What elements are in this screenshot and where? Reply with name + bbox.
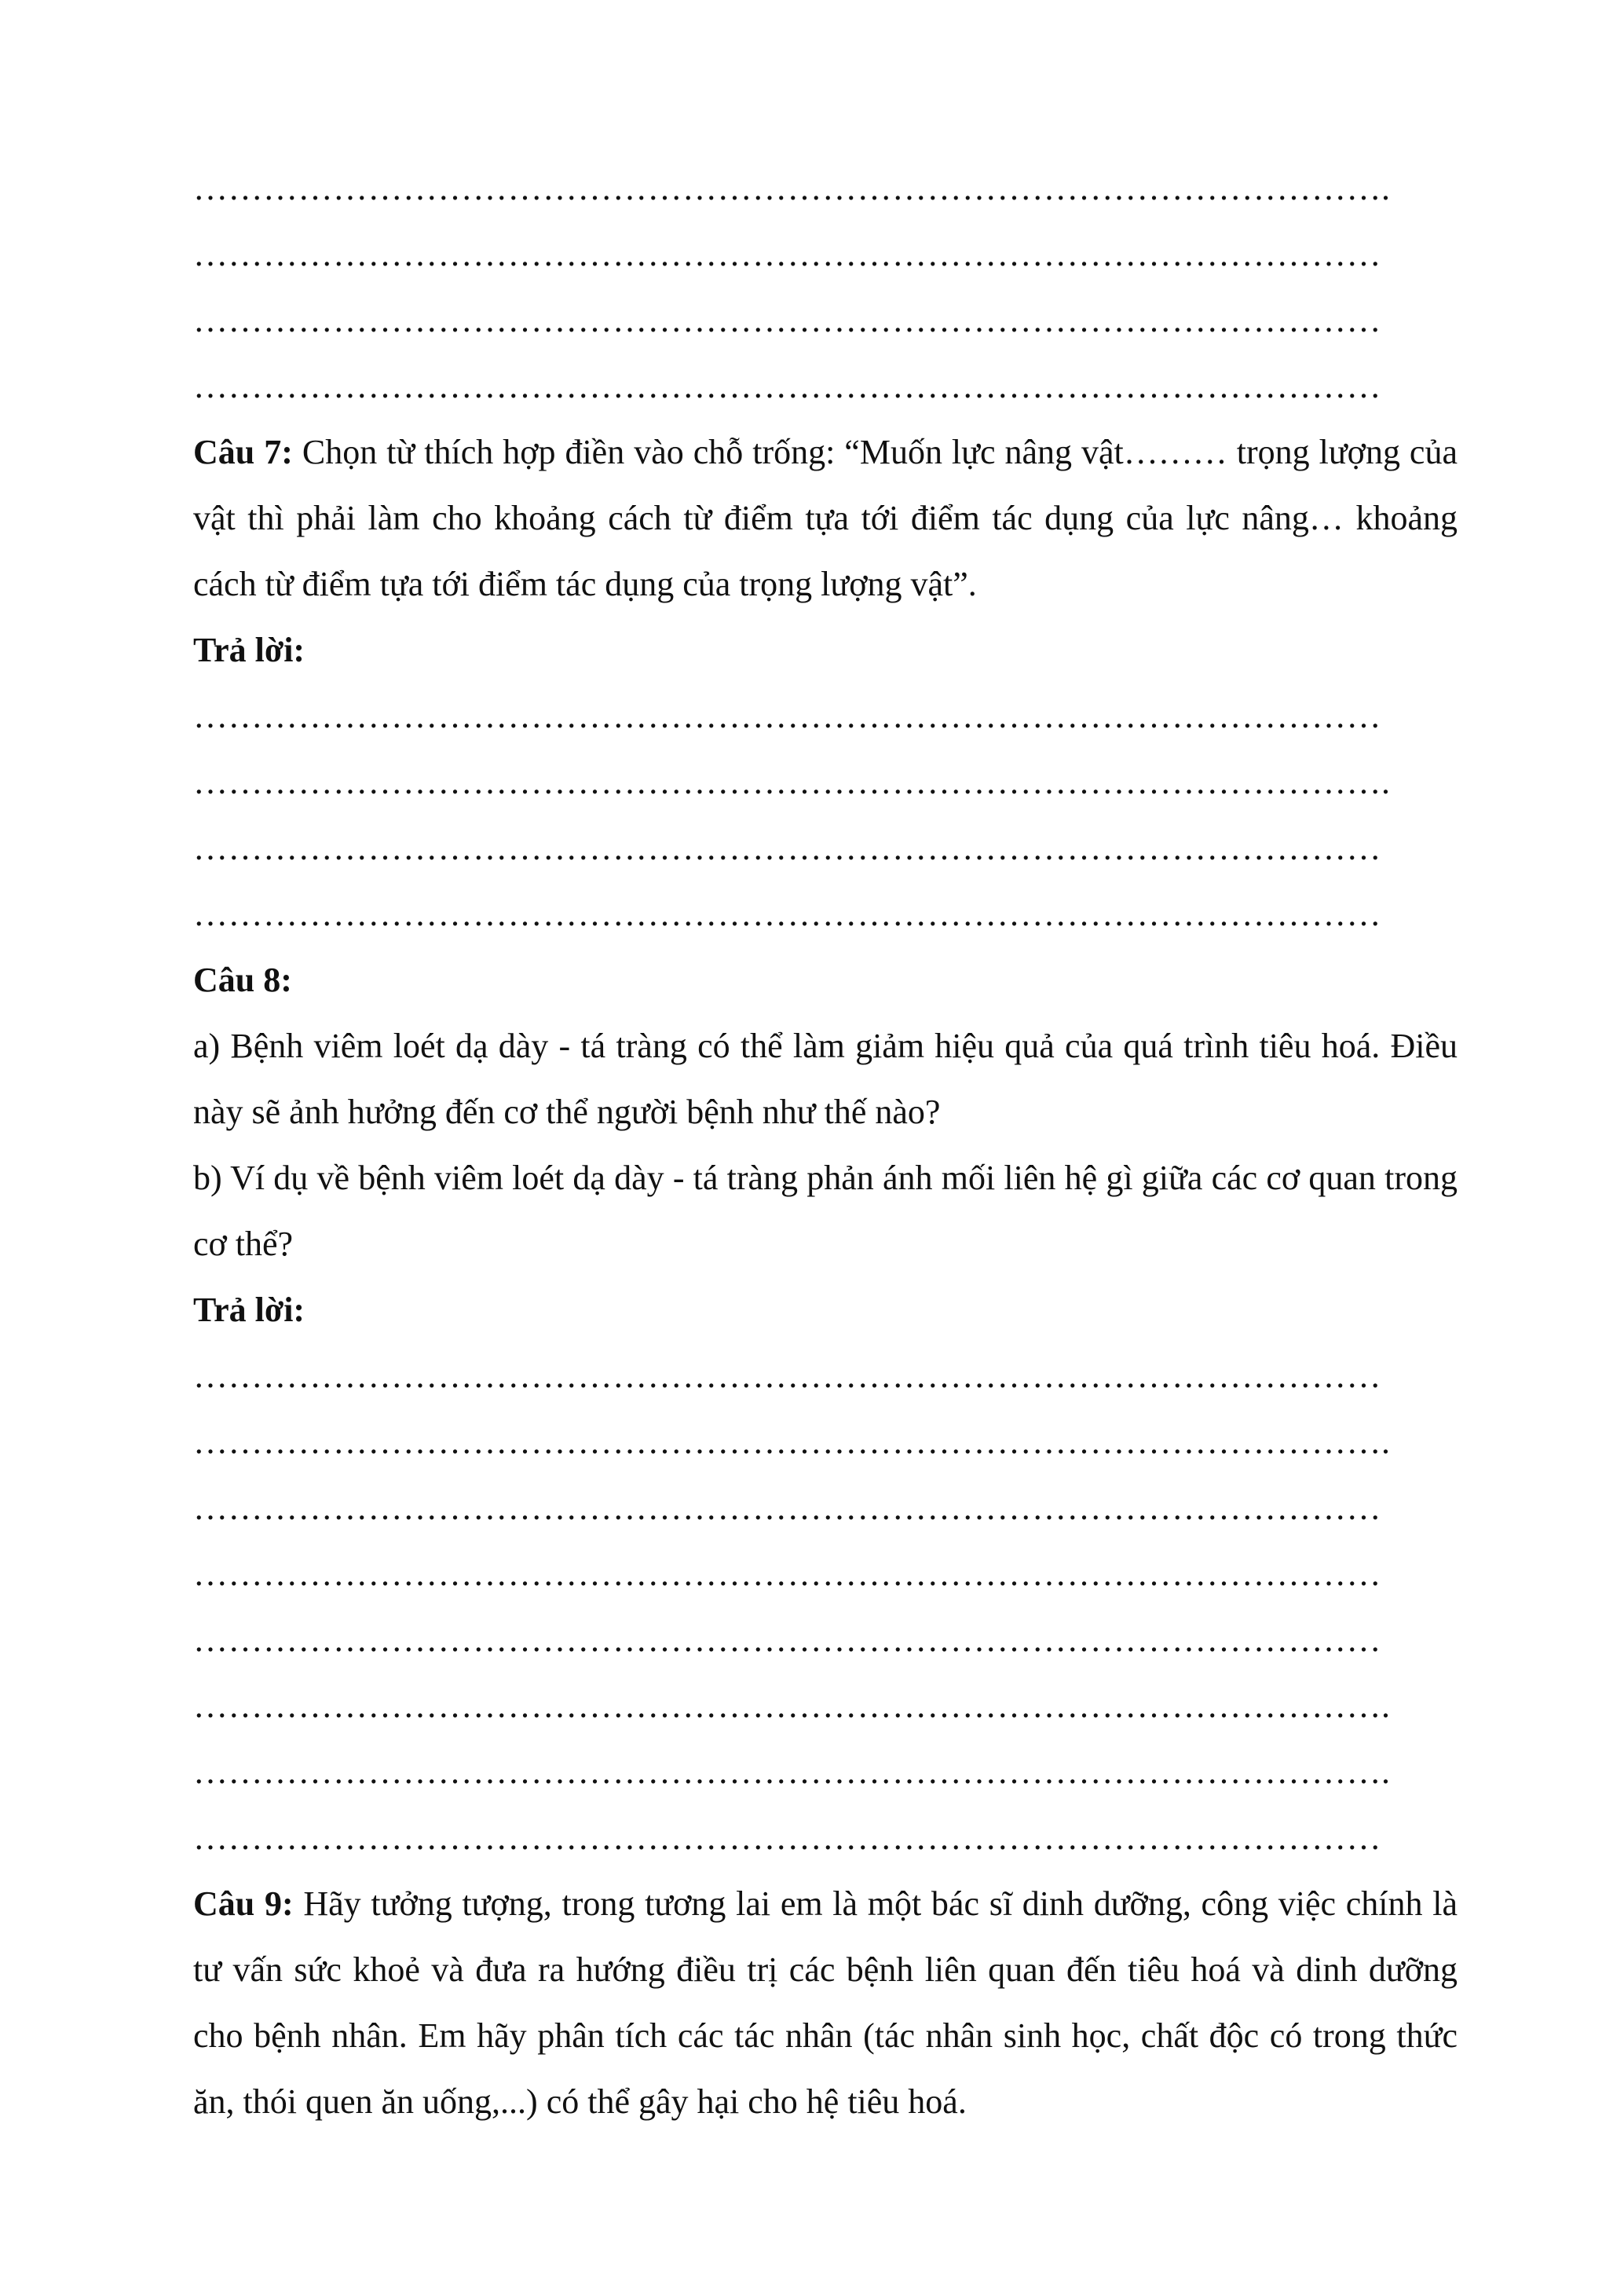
answer-dot-line[interactable]: ………………………………………………………………………………………… [193, 1489, 1381, 1527]
question-7-label: Câu 7: [193, 433, 293, 471]
answer-lines-previous [193, 156, 1458, 419]
question-9-label: Câu 9: [193, 1884, 294, 1923]
answer-dot-line[interactable]: ………………………………………………………………………………………… [193, 367, 1381, 405]
answer-dot-line[interactable]: …………………………………………………………………………………………. [193, 1752, 1391, 1791]
answer-dot-line[interactable]: ………………………………………………………………………………………… [193, 895, 1381, 933]
worksheet-page [193, 156, 1458, 2135]
answer-dot-line[interactable]: ………………………………………………………………………………………… [193, 1554, 1381, 1593]
answer-dot-line[interactable]: …………………………………………………………………………………………. [193, 763, 1391, 801]
question-9 [193, 1871, 1458, 2135]
answer-dot-line[interactable]: ………………………………………………………………………………………… [193, 829, 1381, 867]
question-7-text: Chọn từ thích hợp điền vào chỗ trống: “Muốn lực nâng vật……… trọng lượng của vật thì phải làm cho khoảng cách từ điểm tựa tới điểm tác dụng của lực nâng… khoảng cách từ điểm tựa tới điểm tác dụng của trọng lượng vật”. [193, 433, 1458, 603]
question-8-part-a: a) Bệnh viêm loét dạ dày - tá tràng có thể làm giảm hiệu quả của quá trình tiêu hoá. Điều này sẽ ảnh hưởng đến cơ thể người bệnh như thế nào? [193, 1027, 1458, 1131]
question-8-answer-lines [193, 1343, 1458, 1871]
question-7-answer-lines [193, 683, 1458, 947]
answer-dot-line[interactable]: ………………………………………………………………………………………… [193, 697, 1381, 735]
question-7 [193, 419, 1458, 617]
answer-dot-line[interactable]: …………………………………………………………………………………………. [193, 1686, 1391, 1725]
answer-dot-line[interactable]: ………………………………………………………………………………………… [193, 1357, 1381, 1395]
answer-dot-line[interactable]: ………………………………………………………………………………………… [193, 301, 1381, 339]
answer-dot-line[interactable]: …………………………………………………………………………………………. [193, 169, 1391, 207]
answer-dot-line[interactable]: ………………………………………………………………………………………… [193, 235, 1381, 273]
question-7-answer-label: Trả lời: [193, 631, 305, 669]
question-8-part-b: b) Ví dụ về bệnh viêm loét dạ dày - tá tràng phản ánh mối liên hệ gì giữa các cơ quan trong cơ thể? [193, 1159, 1458, 1263]
question-8-label: Câu 8: [193, 961, 292, 999]
question-9-text: Hãy tưởng tượng, trong tương lai em là một bác sĩ dinh dưỡng, công việc chính là tư vấn sức khoẻ và đưa ra hướng điều trị các bệnh liên quan đến tiêu hoá và dinh dưỡng cho bệnh nhân. Em hãy phân tích các tác nhân (tác nhân sinh học, chất độc có trong thức ăn, thói quen ăn uống,...) có thể gây hại cho hệ tiêu hoá. [193, 1884, 1458, 2121]
answer-dot-line[interactable]: …………………………………………………………………………………………. [193, 1423, 1391, 1461]
answer-dot-line[interactable]: ………………………………………………………………………………………… [193, 1620, 1381, 1659]
answer-dot-line[interactable]: ………………………………………………………………………………………… [193, 1818, 1381, 1857]
question-8-answer-label: Trả lời: [193, 1291, 305, 1329]
